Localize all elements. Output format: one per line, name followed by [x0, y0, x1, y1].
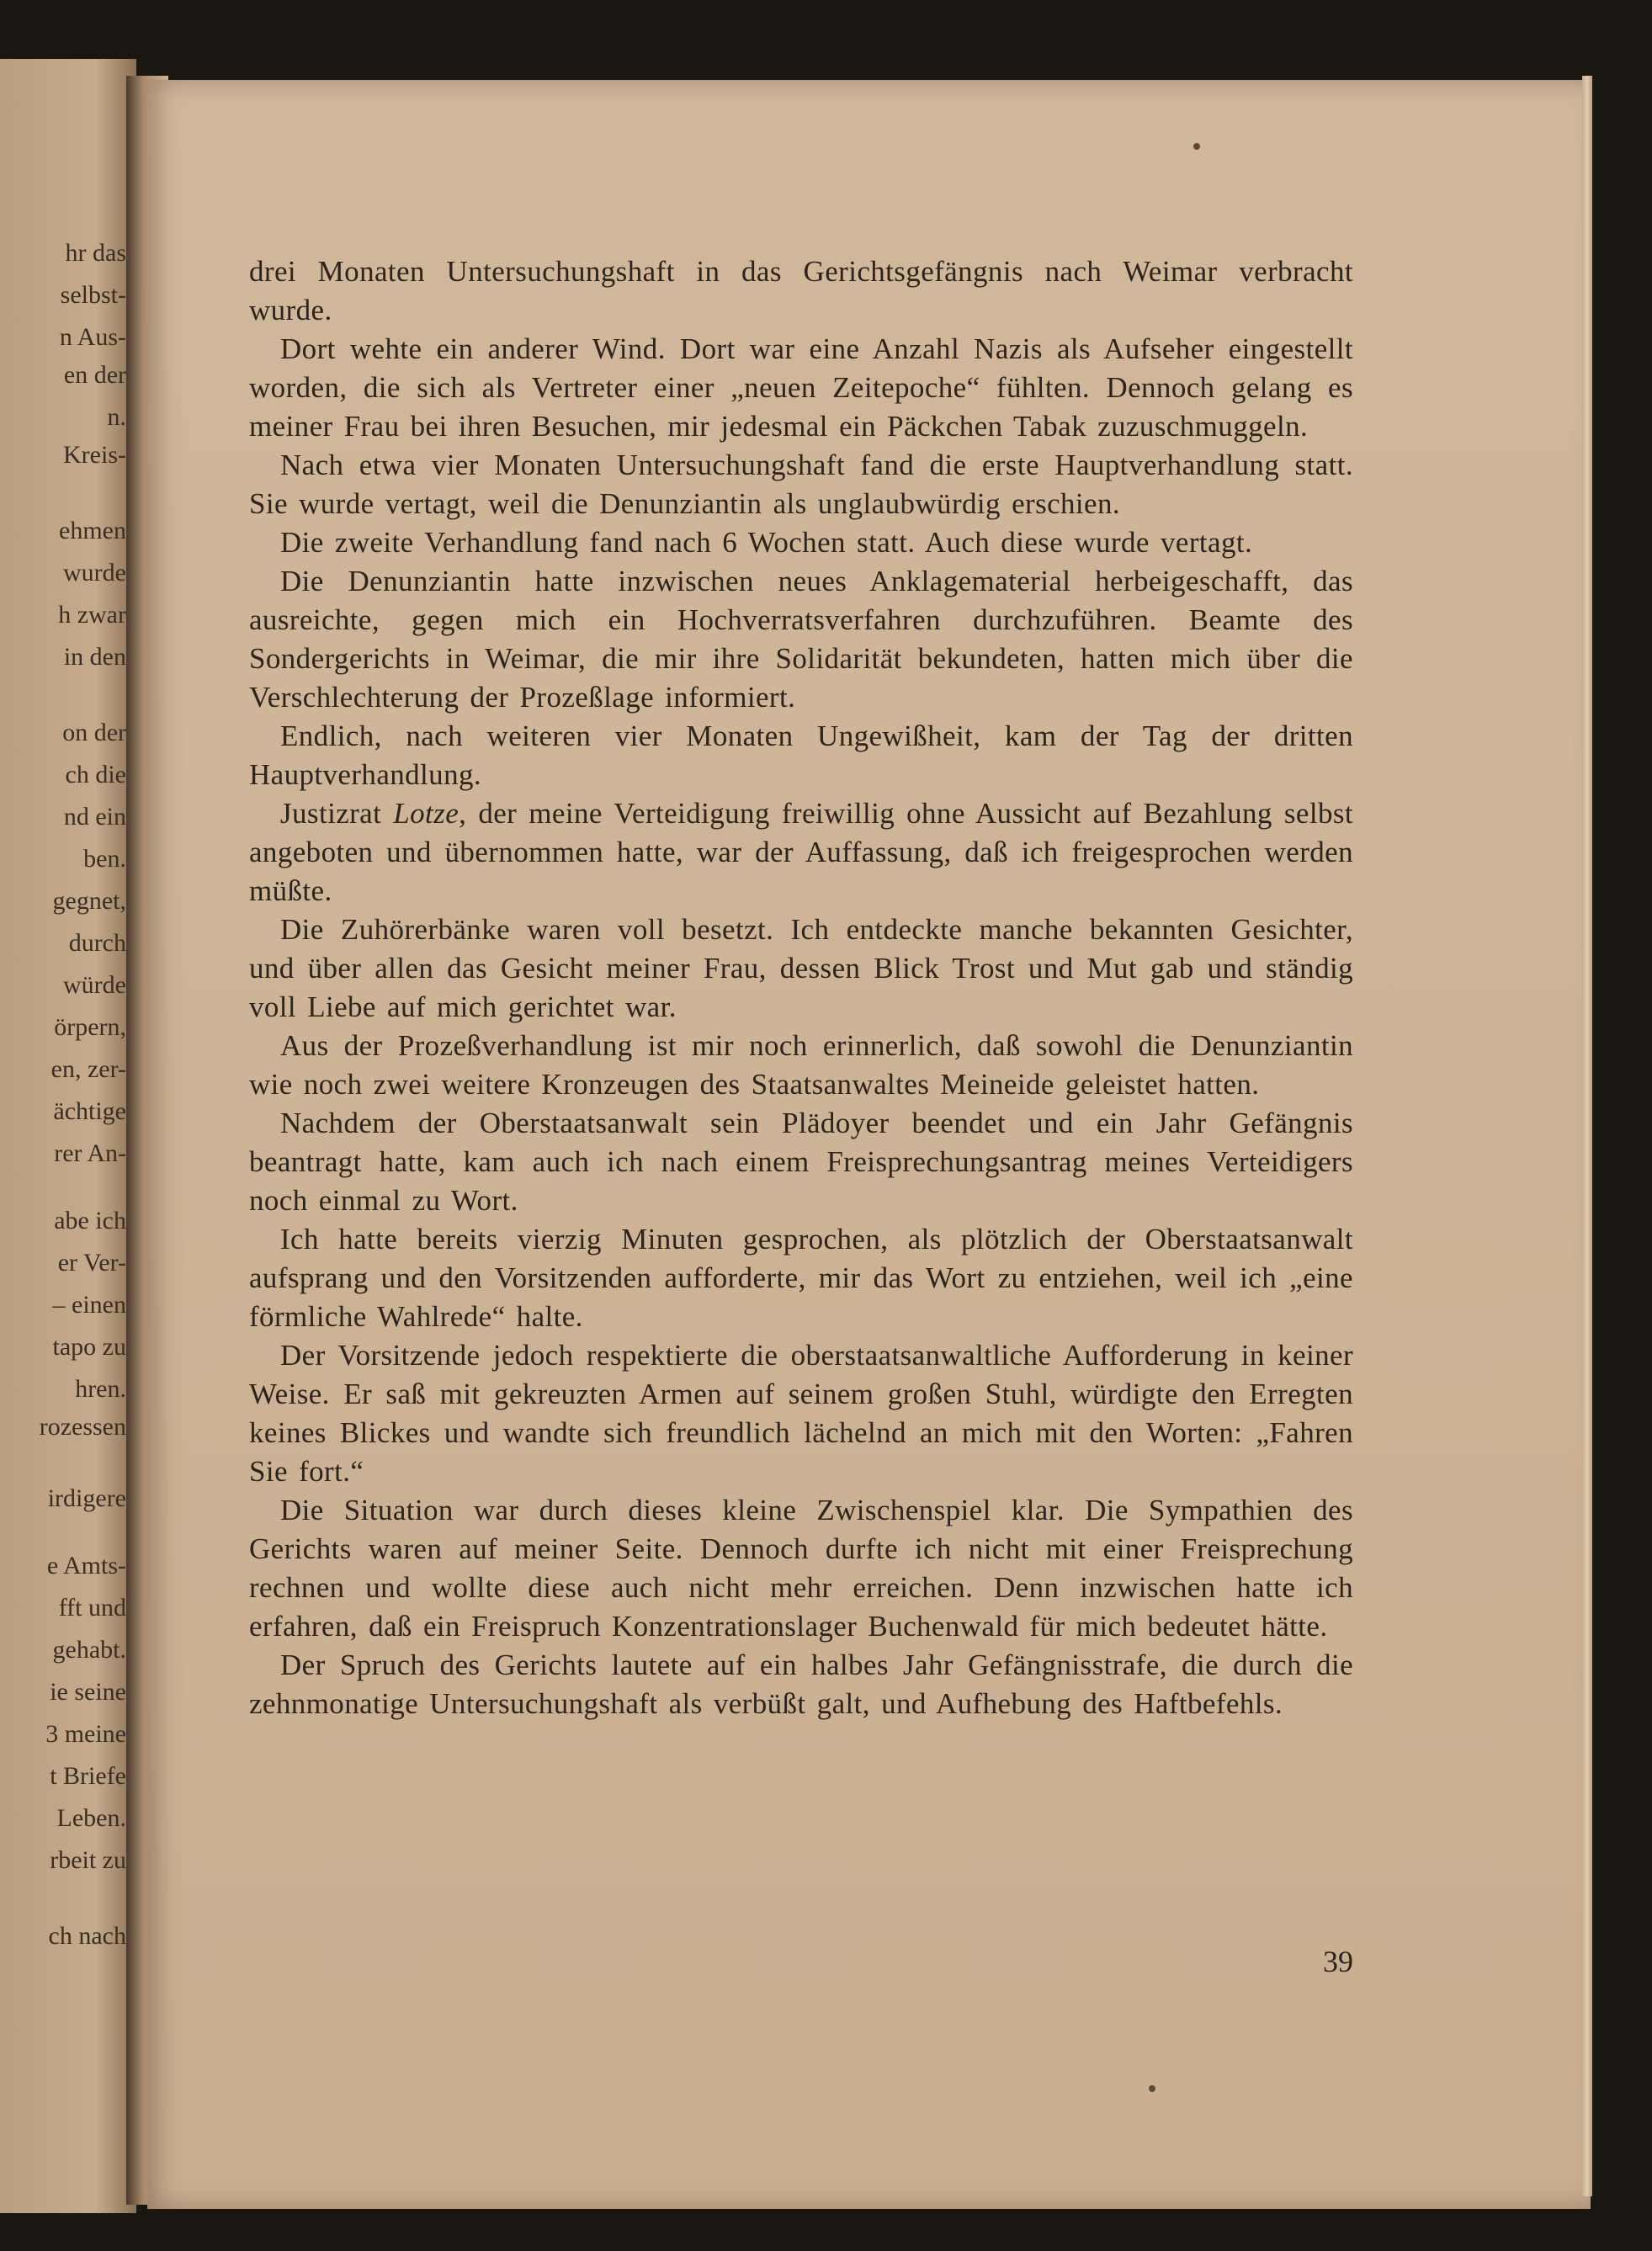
lotze-name: Lotze [393, 797, 459, 830]
body-text [249, 252, 1353, 1723]
paragraph: Die Zuhörerbänke waren voll besetzt. Ich entdeckte manche bekannten Gesichter, und über allen das Gesicht meiner Frau, dessen Blick Trost und Mut gab und ständig voll Liebe auf mich gerichtet war. [249, 913, 1353, 1023]
lotze-before: Justizrat [280, 797, 394, 830]
left-page-fragment: ächtige [53, 1097, 126, 1125]
left-page-fragment: e Amts- [46, 1552, 126, 1579]
paragraph: Der Spruch des Gerichts lautete auf ein halbes Jahr Gefängnisstrafe, die durch die zehnmonatige Untersuchungshaft als verbüßt galt, und Aufhebung des Haftbefehls. [249, 1648, 1353, 1720]
left-page-fragment: n. [107, 403, 126, 431]
left-page-fragment: – einen [52, 1291, 126, 1319]
left-page-fragment: Kreis- [63, 441, 126, 469]
left-page-fragment: fft und [58, 1594, 126, 1622]
left-page-fragment: er Ver- [57, 1249, 126, 1277]
paragraph: drei Monaten Untersuchungshaft in das Gerichtsgefängnis nach Weimar verbracht wurde. [249, 255, 1353, 327]
left-page-fragment: on der [62, 719, 126, 746]
left-page-fragment: ie seine [50, 1678, 126, 1706]
left-page-fragment: gehabt. [52, 1636, 126, 1664]
paragraph: Nachdem der Oberstaatsanwalt sein Plädoyer beendet und ein Jahr Gefängnis beantragt hatte, kam auch ich nach einem Freisprechungsantrag meines Verteidigers noch einmal zu Wort. [249, 1107, 1353, 1217]
paragraph: Aus der Prozeßverhandlung ist mir noch erinnerlich, daß sowohl die Denunziantin wie noch zwei weitere Kronzeugen des Staatsanwaltes Meineide geleistet hatten. [249, 1029, 1353, 1101]
left-page-fragment: örpern, [54, 1013, 126, 1041]
left-page-fragment: ben. [83, 845, 126, 873]
page-edge [1582, 76, 1592, 2196]
left-page-fragment: en der [63, 361, 126, 389]
paragraph: Dort wehte ein anderer Wind. Dort war eine Anzahl Nazis als Aufseher eingestellt worden, die sich als Vertreter einer „neuen Zeitepoche“ fühlten. Dennoch gelang es meiner Frau bei ihren Besuchen, mir jedesmal ein Päckchen Tabak zuzuschmuggeln. [249, 332, 1353, 443]
left-page-fragment: ehmen [59, 517, 126, 544]
page-number: 39 [1323, 1945, 1353, 1978]
left-page-fragment: en, zer- [50, 1055, 126, 1083]
left-page-fragment: würde [63, 971, 126, 999]
left-page-fragment: hr das [65, 239, 126, 267]
left-page-fragment: abe ich [54, 1207, 126, 1234]
paragraph: Die zweite Verhandlung fand nach 6 Wochen statt. Auch diese wurde vertagt. [280, 526, 1253, 559]
left-page-fragment: nd ein [63, 803, 126, 831]
speck [1149, 2085, 1155, 2092]
paragraph-lotze [249, 794, 1353, 910]
left-page-fragment: ch nach [48, 1922, 126, 1950]
paragraph: Nach etwa vier Monaten Untersuchungshaft fand die erste Hauptverhandlung statt. Sie wurde vertagt, weil die Denunziantin als unglaubwürdig erschien. [249, 449, 1353, 520]
left-page-fragment: in den [63, 643, 126, 671]
paragraph: Ich hatte bereits vierzig Minuten gesprochen, als plötzlich der Oberstaatsanwalt aufsprang und den Vorsitzenden aufforderte, mir das Wort zu entziehen, weil ich „eine förmliche Wahlrede“ halte. [249, 1223, 1353, 1333]
left-page [0, 59, 136, 2213]
left-page-fragment: irdigere [47, 1484, 126, 1512]
paragraph: Die Situation war durch dieses kleine Zwischenspiel klar. Die Sympathien des Gerichts waren auf meiner Seite. Dennoch durfte ich nicht mit einer Freisprechung rechnen und wollte diese auch nicht mehr erreichen. Denn inzwischen hatte ich erfahren, daß ein Freispruch Konzentrationslager Buchenwald für mich bedeutet hätte. [249, 1494, 1353, 1643]
speck [1193, 143, 1200, 150]
paragraph: Die Denunziantin hatte inzwischen neues Anklagematerial herbeigeschafft, das ausreichte, gegen mich ein Hochverratsverfahren durchzuführen. Beamte des Sondergerichts in Weimar, die mir ihre Solidarität bekundeten, hatten mich über die Verschlechterung der Prozeßlage informiert. [249, 565, 1353, 714]
left-page-fragment: rer An- [54, 1139, 126, 1167]
paragraph: Der Vorsitzende jedoch respektierte die oberstaatsanwaltliche Aufforderung in keiner Weise. Er saß mit gekreuzten Armen auf seinem großen Stuhl, würdigte den Erregten keines Blickes und wandte sich freundlich lächelnd an mich mit den Worten: „Fahren Sie fort.“ [249, 1339, 1353, 1488]
left-page-fragment: ch die [65, 761, 126, 788]
left-page-fragment: rozessen [39, 1413, 126, 1441]
left-page-fragment: rbeit zu [50, 1846, 126, 1874]
lotze-after: , der meine Verteidigung freiwillig ohne Aussicht auf Bezahlung selbst angeboten und übernommen hatte, war der Auffassung, daß ich freigesprochen werden müßte. [249, 797, 1354, 907]
left-page-fragment: durch [68, 929, 126, 957]
left-page-fragment: gegnet, [52, 887, 126, 915]
left-page-fragment: n Aus- [59, 323, 126, 351]
left-page-fragment: t Briefe [50, 1762, 126, 1790]
left-page-fragment: 3 meine [45, 1720, 126, 1748]
left-page-fragment: wurde [63, 559, 126, 587]
left-page-fragment: tapo zu [52, 1333, 126, 1361]
left-page-fragment: Leben. [56, 1804, 126, 1832]
left-page-fragment: hren. [75, 1375, 126, 1403]
left-page-fragment: selbst- [60, 281, 126, 309]
paragraph: Endlich, nach weiteren vier Monaten Ungewißheit, kam der Tag der dritten Hauptverhandlung. [249, 719, 1353, 791]
left-page-fragment: h zwar [58, 601, 126, 629]
